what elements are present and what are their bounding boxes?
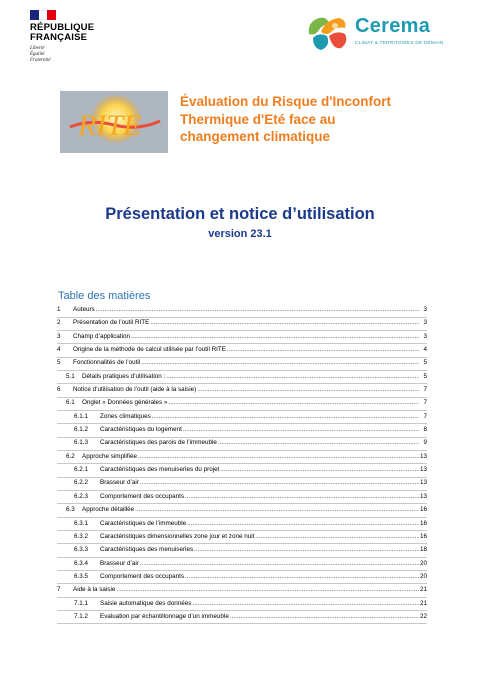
toc-row-divider [57,503,427,504]
toc-entry[interactable] [57,492,427,505]
toc-entry[interactable] [57,612,427,625]
toc-entry-number: 6.2.2 [74,479,89,487]
toc-entry-title: Caractéristiques des menuiseries du projet [100,466,220,474]
toc-entry-number: 7.1.2 [74,612,89,620]
toc-entry-page: 5 [423,372,427,380]
toc-entry-page: 22 [419,612,427,620]
toc-row-divider [57,370,427,371]
toc-entry-number: 3 [57,332,61,340]
svg-text:RITE: RITE [78,109,142,142]
toc-entry-page: 7 [423,412,427,420]
toc-entry[interactable] [57,385,427,398]
toc-dot-leader [220,465,419,475]
toc-entry-title: Auteurs [73,306,95,313]
toc-entry-page: 20 [419,572,427,580]
toc-dot-leader [140,559,419,569]
toc-row-divider [57,450,427,451]
toc-row-divider [57,423,427,424]
toc-entry-title: Caractéristiques dimensionnelles zone jour et zone nuit [100,532,255,540]
toc-row-divider [57,383,427,384]
french-flag-icon [30,10,56,20]
toc-dot-leader [131,332,419,342]
toc-entry-title: Champ d’application [73,332,131,340]
toc-entry-title: Approche détaillée [82,506,135,514]
toc-entry-number: 6.3.5 [74,572,89,580]
toc-entry-title: Saisie automatique des données [100,599,192,607]
toc-entry-number: 1 [57,306,61,313]
toc-entry[interactable] [57,345,427,358]
toc-entry-number: 6 [57,386,61,394]
toc-dot-leader [230,612,419,622]
toc-entry-number: 6.3.2 [74,532,89,540]
toc-row-divider [57,517,427,518]
toc-entry-number: 6.1 [66,399,75,407]
toc-entry-page: 16 [419,506,427,514]
toc-entry-number: 7.1.1 [74,599,89,607]
toc-row-divider [57,317,427,318]
toc-entry[interactable] [57,332,427,345]
toc-row-divider [57,623,427,624]
toc-dot-leader [150,318,419,328]
toc-entry-page: 9 [423,439,427,447]
toc-entry-title: Zones climatiques [100,412,151,420]
toc-dot-leader [183,425,419,435]
toc-entry-number: 6.1.2 [74,426,89,434]
document-version: version 23.1 [208,228,272,240]
toc-entry-number: 4 [57,346,61,354]
rite-sun-logo-icon [60,91,168,153]
toc-row-divider [57,437,427,438]
toc-dot-leader [185,572,419,582]
toc-entry-number: 7 [57,586,61,594]
toc-entry-title: Brasseur d’air [100,559,139,567]
toc-entry-number: 5 [57,359,61,367]
toc-entry-page: 7 [423,399,427,407]
toc-entry-title: Onglet « Données générales » [82,399,168,407]
republique-motto: Liberté Égalité Fraternité [30,46,51,63]
toc-entry-title: Caractéristiques de l’immeuble [100,519,187,527]
toc-dot-leader [218,438,419,448]
toc-row-divider [57,357,427,358]
toc-row-divider [57,610,427,611]
toc-entry-title: Comportement des occupants [100,492,185,500]
toc-dot-leader [227,345,419,355]
toc-entry-title: Brasseur d’air [100,479,139,487]
toc-entry[interactable] [57,532,427,545]
toc-row-divider [57,410,427,411]
toc-entry-page: 13 [419,466,427,474]
toc-entry-title: Caractéristiques des parois de l’immeuble [100,439,217,447]
toc-row-divider [57,543,427,544]
toc-entry[interactable] [57,559,427,572]
toc-row-divider [57,330,427,331]
toc-dot-leader [116,585,419,595]
toc-entry-number: 6.3 [66,506,75,514]
toc-entry[interactable] [57,305,427,318]
toc-entry-title: Approche simplifiée [82,452,137,460]
toc-entry[interactable] [57,438,427,451]
toc-entry-number: 6.3.3 [74,546,89,554]
toc-entry[interactable] [57,465,427,478]
toc-entry-number: 6.3.1 [74,519,89,527]
toc-entry[interactable] [57,519,427,532]
toc-row-divider [57,597,427,598]
toc-row-divider [57,343,427,344]
toc-dot-leader [197,385,419,395]
toc-entry[interactable] [57,412,427,425]
toc-dot-leader [138,452,419,462]
toc-entry-title: Caractéristiques des menuiseries [100,546,194,554]
toc-entry-number: 5.1 [66,372,75,380]
toc-entry[interactable] [57,599,427,612]
toc-entry-page: 8 [423,426,427,434]
toc-entry-page: 21 [419,586,427,594]
toc-dot-leader [168,398,419,408]
republique-francaise-name: RÉPUBLIQUE FRANÇAISE [30,22,95,43]
toc-dot-leader [141,358,419,368]
toc-entry-page: 3 [423,332,427,340]
toc-dot-leader [187,519,419,529]
cerema-emblem-icon [305,12,351,52]
toc-entry-number: 6.2 [66,452,75,460]
toc-dot-leader [192,599,419,609]
toc-entry-title: Notice d’utilisation de l’outil (aide à la saisie) [73,386,197,394]
toc-dot-leader [194,545,419,555]
toc-row-divider [57,477,427,478]
toc-entry[interactable] [57,372,427,385]
table-of-contents [57,305,427,625]
toc-row-divider [57,557,427,558]
toc-entry-page: 21 [419,599,427,607]
rite-title: Évaluation du Risque d'Inconfort Thermique d'Eté face au changement climatique [180,94,391,144]
toc-row-divider [57,463,427,464]
toc-row-divider [57,570,427,571]
toc-dot-leader [135,505,419,515]
toc-row-divider [57,397,427,398]
toc-entry[interactable] [57,425,427,438]
toc-entry[interactable] [57,505,427,518]
toc-entry-title: Origine de la méthode de calcul utilisée par l’outil RITE [73,346,226,354]
toc-entry-page: 3 [423,319,427,327]
toc-row-divider [57,583,427,584]
toc-entry-page: 16 [419,532,427,540]
toc-entry[interactable] [57,545,427,558]
toc-entry-title: Comportement des occupants [100,572,185,580]
republique-francaise-logo [30,10,110,64]
toc-entry-page: 13 [419,479,427,487]
toc-row-divider [57,530,427,531]
toc-entry-title: Détails pratiques d’utilisation : [82,372,166,380]
toc-entry-page: 18 [419,546,427,554]
cerema-tagline: CLIMAT & TERRITOIRES DE DEMAIN [355,40,444,45]
toc-entry[interactable] [57,572,427,585]
toc-entry-page: 13 [419,452,427,460]
toc-entry-title: Présentation de l’outil RITE [73,319,150,327]
cerema-name: Cerema [355,15,431,37]
rite-logo [60,91,168,153]
toc-row-divider [57,490,427,491]
toc-entry-title: Evaluation par échantillonnage d’un immeuble [100,612,229,620]
toc-entry-title: Caractéristiques du logement [100,426,182,434]
toc-entry-page: 16 [419,519,427,527]
toc-entry-number: 6.1.3 [74,439,89,447]
toc-entry-page: 20 [419,559,427,567]
toc-entry-number: 2 [57,319,61,327]
toc-dot-leader [96,305,419,315]
toc-heading: Table des matières [58,290,151,302]
toc-dot-leader [166,372,419,382]
toc-dot-leader [152,412,419,422]
toc-entry-number: 6.3.4 [74,559,89,567]
toc-dot-leader [255,532,419,542]
toc-entry[interactable] [57,452,427,465]
toc-dot-leader [185,492,419,502]
toc-entry-title: Aide à la saisie [73,586,116,594]
toc-entry-page: 7 [423,386,427,394]
toc-entry[interactable] [57,478,427,491]
toc-entry-page: 13 [419,492,427,500]
toc-entry[interactable] [57,585,427,598]
toc-entry-number: 6.2.1 [74,466,89,474]
toc-dot-leader [140,478,419,488]
toc-entry-page: 4 [423,346,427,354]
toc-entry[interactable] [57,358,427,371]
cerema-logo [305,12,465,52]
toc-entry-page: 3 [423,306,427,313]
document-title: Présentation et notice d’utilisation [105,205,375,223]
toc-entry-number: 6.1.1 [74,412,89,420]
toc-entry-page: 5 [423,359,427,367]
toc-entry[interactable] [57,318,427,331]
toc-entry[interactable] [57,398,427,411]
toc-entry-title: Fonctionnalités de l’outil [73,359,141,367]
toc-entry-number: 6.2.3 [74,492,89,500]
